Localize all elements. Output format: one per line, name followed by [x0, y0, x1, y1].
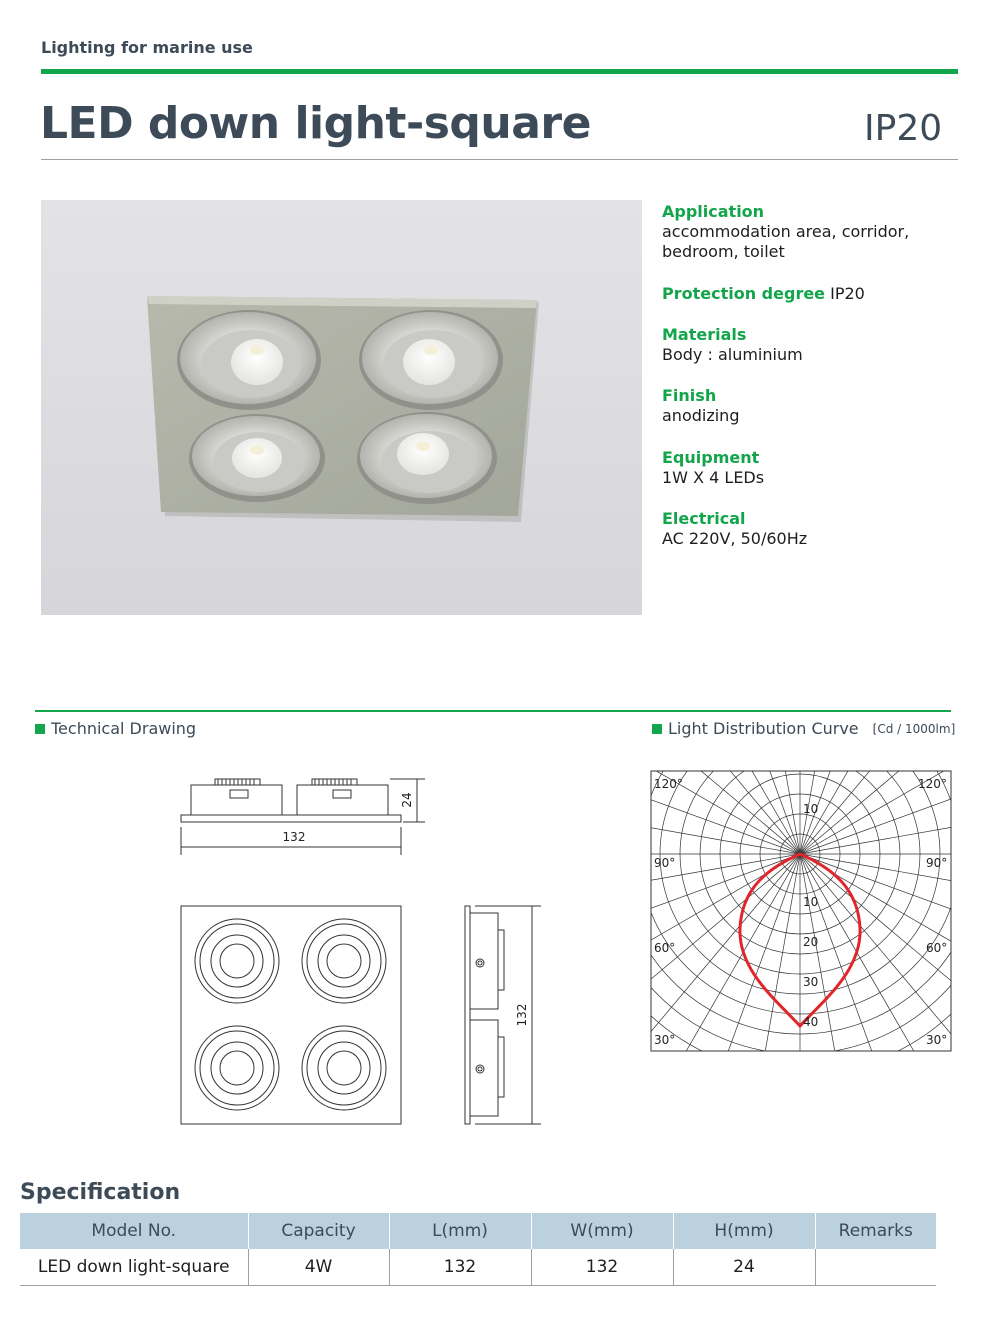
unit-label: [Cd / 1000lm] — [872, 721, 956, 736]
table-cell: LED down light-square — [20, 1249, 248, 1285]
dim-width-label: 132 — [282, 830, 306, 844]
info-value: IP20 — [830, 284, 865, 303]
radial-label: 10 — [803, 895, 819, 909]
angle-label: 90° — [926, 856, 948, 870]
angle-label: 120° — [918, 777, 947, 791]
radial-label: 20 — [803, 935, 819, 949]
title-divider — [41, 159, 958, 160]
info-materials — [662, 325, 962, 365]
info-value: AC 220V, 50/60Hz — [662, 529, 808, 548]
info-label: Electrical — [662, 509, 746, 528]
polar-spoke — [650, 854, 800, 991]
column-header: L(mm) — [389, 1213, 531, 1249]
info-label: Application — [662, 202, 765, 221]
spec-table — [20, 1213, 936, 1286]
header-divider — [41, 69, 958, 74]
info-equipment — [662, 448, 962, 488]
table-cell: 24 — [673, 1249, 815, 1285]
column-header: W(mm) — [531, 1213, 673, 1249]
dim-side-label: 132 — [515, 1003, 529, 1027]
technical-drawing — [170, 770, 550, 1130]
info-value: anodizing — [662, 406, 740, 425]
table-cell: 4W — [248, 1249, 389, 1285]
light-distribution-curve — [650, 770, 952, 1052]
angle-label: 60° — [654, 941, 676, 955]
section-divider — [35, 710, 951, 712]
info-label: Protection degree — [662, 284, 826, 303]
column-header: Remarks — [815, 1213, 936, 1249]
polar-spoke — [800, 785, 952, 854]
table-header-row — [20, 1213, 936, 1249]
product-photo — [41, 200, 642, 615]
angle-label: 120° — [654, 777, 683, 791]
table-cell: 132 — [531, 1249, 673, 1285]
angle-label: 30° — [926, 1033, 948, 1047]
radial-label: 30 — [803, 975, 819, 989]
info-label: Materials — [662, 325, 747, 344]
info-finish — [662, 386, 962, 426]
info-application — [662, 202, 962, 262]
bullet-square-icon — [652, 724, 662, 734]
table-row — [20, 1249, 936, 1285]
technical-drawing-heading — [35, 719, 196, 738]
ip-rating: IP20 — [864, 108, 943, 149]
column-header: Model No. — [20, 1213, 248, 1249]
table-cell — [815, 1249, 936, 1285]
info-value: 1W X 4 LEDs — [662, 468, 765, 487]
angle-label: 60° — [926, 941, 948, 955]
angle-label: 90° — [654, 856, 676, 870]
polar-spoke — [800, 854, 952, 991]
polar-spoke — [650, 785, 800, 854]
bullet-square-icon — [35, 724, 45, 734]
angle-label: 30° — [654, 1033, 676, 1047]
column-header: H(mm) — [673, 1213, 815, 1249]
radial-label: 10 — [803, 802, 819, 816]
info-protection-degree — [662, 284, 962, 304]
info-electrical — [662, 509, 962, 549]
dim-height-label: 24 — [400, 792, 414, 808]
info-label: Finish — [662, 386, 717, 405]
category-label: Lighting for marine use — [41, 38, 253, 57]
section-title: Light Distribution Curve — [668, 719, 859, 738]
column-header: Capacity — [248, 1213, 389, 1249]
info-label: Equipment — [662, 448, 760, 467]
section-title: Technical Drawing — [51, 719, 197, 738]
info-value: Body : aluminium — [662, 345, 803, 364]
radial-label: 40 — [803, 1015, 819, 1029]
page-title: LED down light-square — [40, 98, 591, 149]
table-cell: 132 — [389, 1249, 531, 1285]
info-value: accommodation area, corridor, bedroom, toilet — [662, 222, 910, 261]
light-distribution-heading — [652, 719, 955, 738]
polar-spoke — [731, 854, 800, 1052]
spec-title: Specification — [20, 1180, 181, 1205]
